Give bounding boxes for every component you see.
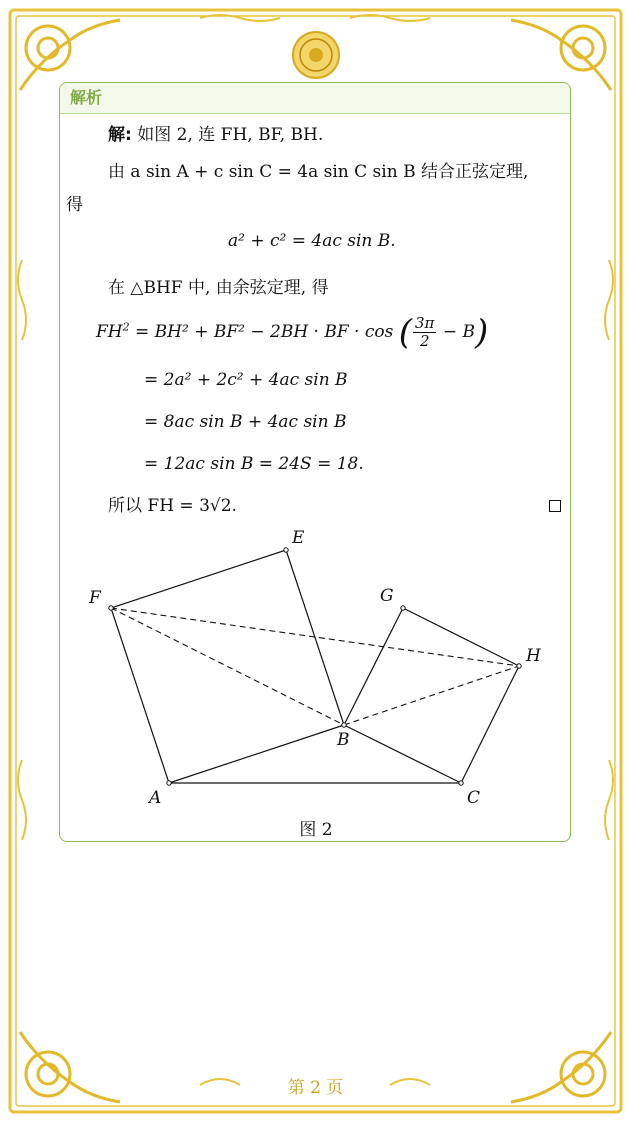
eq-tail: − B (442, 322, 475, 342)
eq-rhs: = BH² + BF² − 2BH · BF · cos (129, 322, 394, 342)
geometry-figure (60, 83, 572, 843)
dashed-FB (111, 608, 344, 725)
page-number: 第 2 页 (287, 1078, 344, 1098)
intro-text: 如图 2, 连 FH, BF, BH. (137, 125, 324, 145)
point-F (109, 606, 113, 610)
given-condition-cont: 得 (66, 195, 83, 215)
frac-denominator: 2 (419, 332, 430, 350)
label-E: E (292, 528, 305, 548)
segment-HC (461, 666, 519, 783)
equation-step-1: = 2a² + 2c² + 4ac sin B (144, 370, 348, 390)
label-F: F (89, 588, 101, 608)
point-G (401, 606, 405, 610)
frac-numerator: 3π (415, 314, 435, 332)
conclusion: 所以 FH = 3√2. (108, 496, 237, 516)
equation-fh-squared: $FH^2 = BH^2 + BF^2 - 2BH$ · BF · cos ( $\frac{3\pi}{2}$ − B) (96, 312, 489, 353)
point-A (167, 781, 171, 785)
equation-derived: a² + c² = 4ac sin B. (228, 231, 396, 251)
segment-AF (111, 608, 169, 783)
cosine-law-line: 在 △BHF 中, 由余弦定理, 得 (108, 278, 329, 298)
equation-step-2: = 8ac sin B + 4ac sin B (144, 412, 347, 432)
solution-label: 解: (108, 125, 132, 145)
point-E (284, 548, 288, 552)
label-C: C (467, 788, 481, 808)
label-B: B (337, 730, 350, 750)
equation-step-3: = 12ac sin B = 24S = 18. (144, 454, 364, 474)
eq-lhs: FH (96, 322, 123, 342)
section-header: 解析 (60, 83, 570, 114)
given-condition: 由 a sin A + c sin C = 4a sin C sin B 结合正弦定理, (108, 162, 529, 182)
segment-BG (344, 608, 403, 725)
segment-FE (111, 550, 286, 608)
dashed-BH (344, 666, 519, 725)
label-A: A (149, 788, 162, 808)
segment-AB (169, 725, 344, 783)
label-G: G (380, 586, 394, 606)
figure-caption: 图 2 (299, 820, 333, 840)
segment-BC (344, 725, 461, 783)
emblem-seal-icon (291, 30, 341, 80)
point-H (517, 664, 521, 668)
label-H: H (526, 646, 541, 666)
point-C (459, 781, 463, 785)
point-B (342, 723, 346, 727)
segment-EB (286, 550, 344, 725)
solution-box (59, 82, 571, 842)
